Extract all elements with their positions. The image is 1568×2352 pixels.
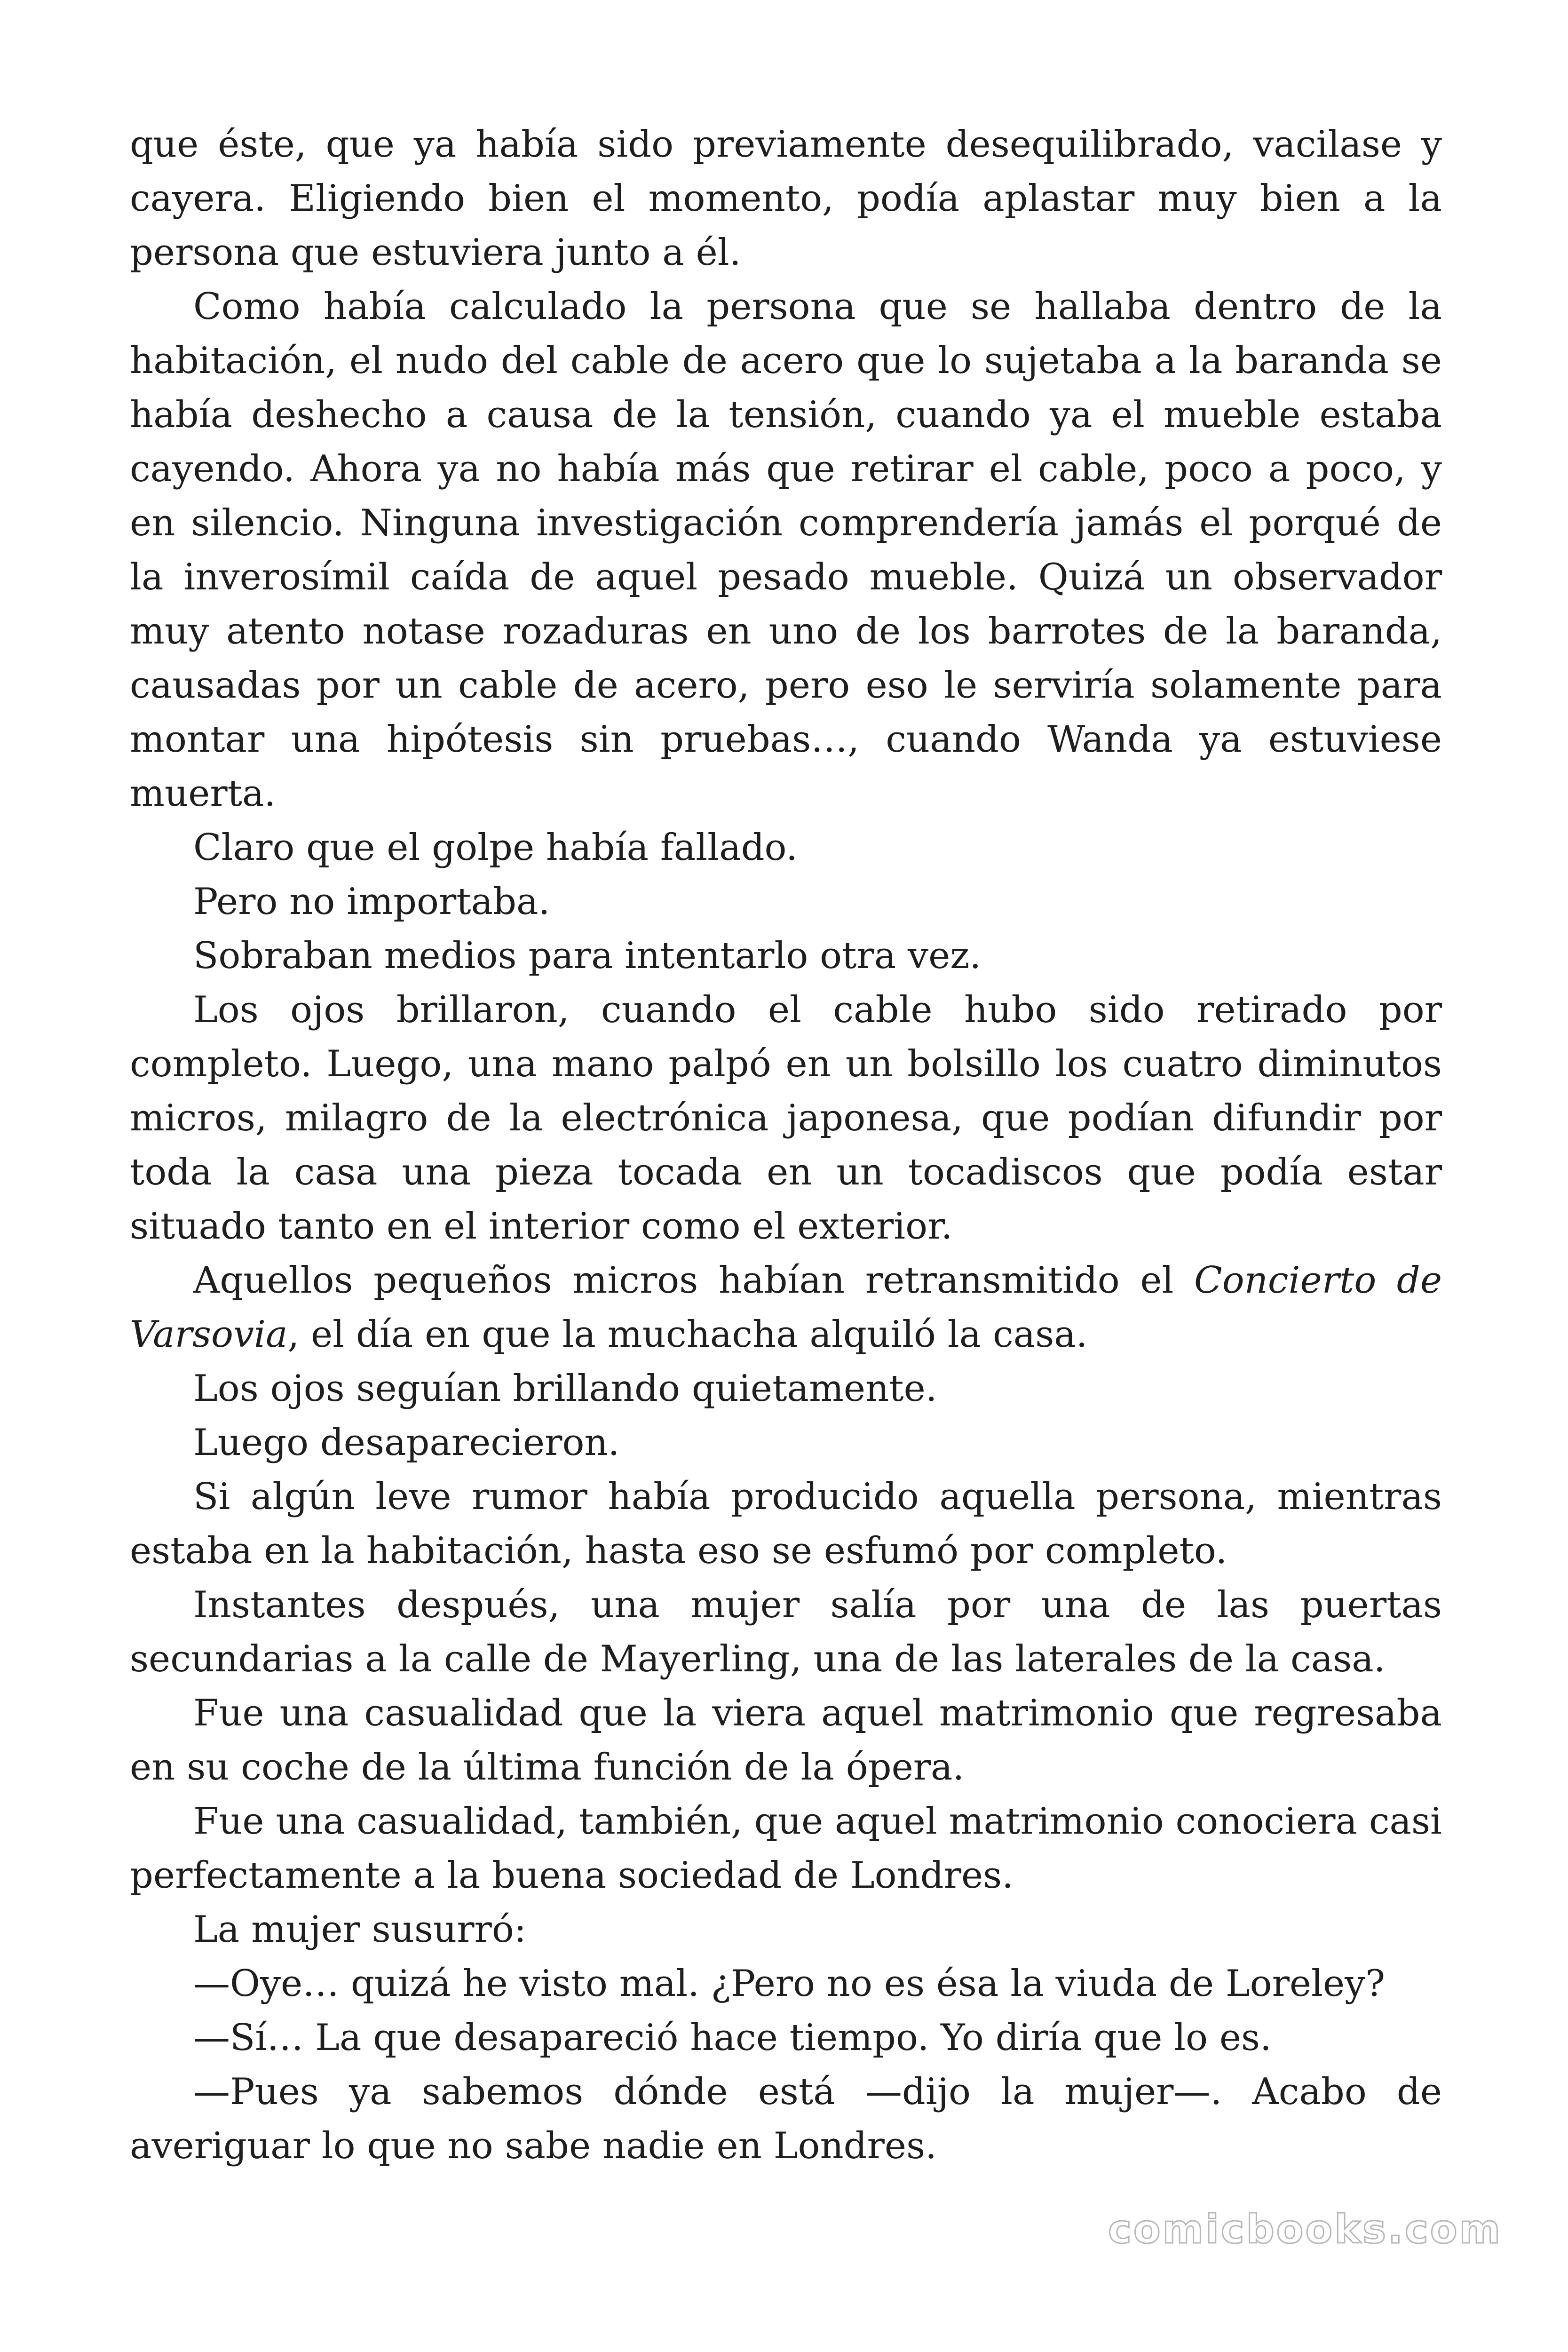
paragraph: Luego desaparecieron. xyxy=(193,1422,620,1464)
paragraph: Instantes después, una mujer salía por una de las puertas secundarias a la calle de Mayerling, una de las laterales de la casa. xyxy=(130,1584,1442,1680)
paragraph-text: Aquellos pequeños micros habían retransmitido el xyxy=(193,1259,1195,1302)
paragraph: Fue una casualidad, también, que aquel matrimonio conociera casi perfectamente a la buena sociedad de Londres. xyxy=(130,1800,1442,1897)
work-title-italic: Concierto de Varsovia xyxy=(130,1259,1442,1356)
paragraph: Los ojos seguían brillando quietamente. xyxy=(193,1367,937,1410)
paragraph: Fue una casualidad que la viera aquel matrimonio que regresaba en su coche de la última función de la ópera. xyxy=(130,1692,1442,1788)
dialogue-line: —Oye… quizá he visto mal. ¿Pero no es ésa la viuda de Loreley? xyxy=(193,1963,1386,2005)
paragraph: Como había calculado la persona que se hallaba dentro de la habitación, el nudo del cable de acero que lo sujetaba a la baranda se había deshecho a causa de la tensión, cuando ya el mueble estaba cayendo. Ahora ya no había más que retirar el cable, poco a poco, y en silencio. Ninguna investigación comprendería jamás el porqué de la inverosímil caída de aquel pesado mueble. Quizá un observador muy atento notase rozaduras en uno de los barrotes de la baranda, causadas por un cable de acero, pero eso le serviría solamente para montar una hipótesis sin pruebas…, cuando Wanda ya estuviese muerta. xyxy=(130,286,1442,815)
dialogue-line: —Pues ya sabemos dónde está —dijo la mujer—. Acabo de averiguar lo que no sabe nadie en Londres. xyxy=(130,2071,1442,2167)
paragraph: La mujer susurró: xyxy=(193,1908,527,1951)
dialogue-line: —Sí… La que desapareció hace tiempo. Yo diría que lo es. xyxy=(193,2017,1272,2059)
watermark: comicbooks.com xyxy=(1108,2206,1502,2252)
paragraph xyxy=(130,1254,1442,1362)
paragraph: Sobraban medios para intentarlo otra vez. xyxy=(193,935,982,977)
paragraph-text: , el día en que la muchacha alquiló la casa. xyxy=(287,1313,1088,1356)
paragraph: que éste, que ya había sido previamente desequilibrado, vacilase y cayera. Eligiendo bien el momento, podía aplastar muy bien a la persona que estuviera junto a él. xyxy=(130,123,1442,274)
paragraph: Si algún leve rumor había producido aquella persona, mientras estaba en la habitación, hasta eso se esfumó por completo. xyxy=(130,1476,1442,1572)
paragraph: Claro que el golpe había fallado. xyxy=(193,826,798,869)
paragraph: Los ojos brillaron, cuando el cable hubo sido retirado por completo. Luego, una mano palpó en un bolsillo los cuatro diminutos micros, milagro de la electrónica japonesa, que podían difundir por toda la casa una pieza tocada en un tocadiscos que podía estar situado tanto en el interior como el exterior. xyxy=(130,989,1442,1248)
page-body xyxy=(130,118,1442,2173)
paragraph: Pero no importaba. xyxy=(193,881,550,923)
